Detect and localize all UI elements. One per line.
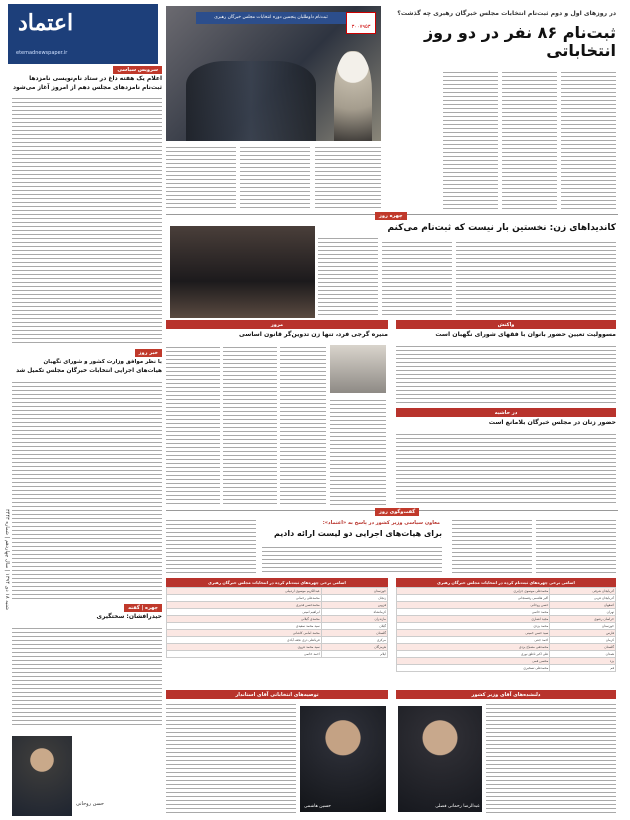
- table-cell-province: گلستان: [550, 644, 616, 651]
- left-tag3: چهره | گفته: [124, 604, 162, 612]
- mid-right-headline: مسوولیت تعیین حضور بانوان با فقهای شورای نگهبان است: [435, 331, 616, 338]
- table-row: [397, 595, 616, 602]
- table-row: [167, 609, 388, 616]
- table-cell-name: سید محمد غروی: [167, 644, 322, 651]
- left-column: [12, 66, 162, 807]
- table-cell-name: علی اکبر ناطق نوری: [397, 651, 550, 658]
- table-cell-province: مازندران: [321, 616, 387, 623]
- table-cell-name: مجید انصاری: [397, 616, 550, 623]
- table-cell-province: قزوین: [321, 602, 387, 609]
- table-cell-province: یزد: [550, 658, 616, 665]
- mid-left-text1: [280, 345, 326, 505]
- table-row: [397, 651, 616, 658]
- interview-text-l1: [166, 518, 256, 573]
- photo-badge: [346, 12, 376, 34]
- table-row: [167, 623, 388, 630]
- table-cell-province: اصفهان: [550, 602, 616, 609]
- mid-left-text4: [330, 398, 386, 505]
- table-cell-province: خوزستان: [550, 623, 616, 630]
- mid-left-text3: [166, 345, 220, 505]
- table-cell-province: گیلان: [321, 623, 387, 630]
- bottom-left-text: [166, 702, 296, 814]
- left-tag1: سرویس سیاسی: [113, 66, 162, 74]
- photo-badge-value: ۳۰۰۷۹۵۳: [351, 24, 371, 30]
- left-headline3: حیدرافشان: سختگیری: [96, 613, 162, 620]
- table-cell-province: تهران: [550, 609, 616, 616]
- lead-text-col2: [502, 70, 557, 210]
- mid-left-headline: منیره گرجی فرد، تنها زن تدوین‌گر قانون اساسی: [239, 331, 388, 338]
- left-text2: [12, 380, 162, 600]
- table-cell-name: محمد امامی کاشانی: [167, 630, 322, 637]
- left-headline1b: ثبت‌نام نامزدهای مجلس دهم از امروز آغاز می‌شود: [12, 84, 162, 91]
- interview-text-r1: [536, 518, 616, 573]
- left-tag2: خبر روز: [135, 349, 162, 357]
- table-row: [167, 588, 388, 595]
- photo-figure-cleric: [334, 51, 372, 141]
- photo-banner: ثبت‌نام داوطلبان پنجمین دوره انتخابات مجلس خبرگان رهبری: [196, 12, 346, 24]
- table-row: [167, 637, 388, 644]
- table-cell-province: زنجان: [321, 595, 387, 602]
- table-cell-name: حسن روحانی: [397, 602, 550, 609]
- table-row: [397, 588, 616, 595]
- table-right-title: اسامی برخی چهره‌های ثبت‌نام کرده در انتخابات مجلس خبرگان رهبری: [396, 578, 616, 587]
- table-row: [397, 665, 616, 672]
- table-cell-province: ایلام: [321, 651, 387, 658]
- mid-right-band2: در حاشیه: [396, 408, 616, 417]
- table-cell-province: خراسان رضوی: [550, 616, 616, 623]
- left-text3: [12, 626, 162, 726]
- table-row: [397, 630, 616, 637]
- table-cell-province: آذربایجان شرقی: [550, 588, 616, 595]
- table-cell-name: اکبر هاشمی رفسنجانی: [397, 595, 550, 602]
- table-row: [167, 616, 388, 623]
- mid-left-band: مرور: [166, 320, 388, 329]
- interview-text-m: [262, 545, 442, 573]
- table-row: [397, 658, 616, 665]
- women-text-1: [318, 236, 378, 316]
- table-cell-province: کرمانشاه: [321, 609, 387, 616]
- table-cell-name: محمدحسن قدیری: [167, 602, 322, 609]
- table-cell-name: محمد یزدی: [397, 623, 550, 630]
- table-row: [397, 637, 616, 644]
- table-cell-name: محمد خاتمی: [397, 609, 550, 616]
- table-cell-name: ابراهیم امینی: [167, 609, 322, 616]
- lead-photo: [166, 6, 381, 141]
- lead-text-col1: [561, 70, 616, 210]
- lead-text-col5: [240, 145, 310, 210]
- bottom-left-photo: [300, 706, 386, 812]
- table-right: [396, 578, 616, 672]
- lead-text-col3: [443, 70, 498, 210]
- left-headline1: اعلام یک هفته داغ در ستاد نام‌نویسی نامزدها: [29, 75, 162, 82]
- table-row: [397, 609, 616, 616]
- table-left-title: اسامی برخی چهره‌های ثبت‌نام کرده در انتخابات مجلس خبرگان رهبری: [166, 578, 388, 587]
- table-cell-name: سید محمد سعیدی: [167, 623, 322, 630]
- dateline: [2, 70, 10, 610]
- table-row: [167, 651, 388, 658]
- table-cell-province: آذربایجان غربی: [550, 595, 616, 602]
- table-cell-province: کرمان: [550, 637, 616, 644]
- lead-text-col6: [166, 145, 236, 210]
- table-cell-name: محسن قمی: [397, 658, 550, 665]
- left-headline2: با نظر موافق وزارت کشور و شورای نگهبان: [43, 359, 162, 365]
- women-text-2: [382, 240, 452, 316]
- table-cell-name: محمدعلی تسخیری: [397, 665, 550, 672]
- bottom-right-photo: [398, 706, 482, 812]
- table-row: [397, 602, 616, 609]
- bottom-left-caption: حسین هاشمی: [304, 804, 331, 809]
- table-row: [167, 644, 388, 651]
- mid-right-text: [396, 344, 616, 404]
- bottom-right-text: [486, 702, 616, 814]
- interview-kicker: معاون سیاسی وزیر کشور در پاسخ به «اعتماد»:: [322, 520, 440, 526]
- mid-right-band: واکنش: [396, 320, 616, 329]
- women-headline: کاندیداهای زن: نخستین بار نیست که ثبت‌نام می‌کنم: [387, 223, 616, 233]
- table-cell-name: محمدتقی مصباح یزدی: [397, 644, 550, 651]
- table-cell-name: محمدی گیلانی: [167, 616, 322, 623]
- mid-left-photo: [330, 345, 386, 393]
- table-left: [166, 578, 388, 658]
- table-cell-province: مرکزی: [321, 637, 387, 644]
- masthead-website: etemadnewspaper.ir: [16, 50, 68, 56]
- interview-text-r2: [452, 518, 532, 573]
- table-row: [167, 595, 388, 602]
- masthead-logo: اعتماد: [18, 10, 74, 36]
- interview-headline: برای هیات‌های اجرایی دو لیست ارائه دادیم: [274, 529, 442, 538]
- dateline-text: شنبه ۱۸ دی ۱۳۹۴ | سال چهاردهم | شماره ۳۴۴۳: [4, 508, 10, 610]
- table-cell-name: قربانعلی دری نجف آبادی: [167, 637, 322, 644]
- table-row: [167, 630, 388, 637]
- table-cell-name: محمدعلی رحمانی: [167, 595, 322, 602]
- bottom-right-band: دلنشده‌های آقای وزیر کشور: [396, 690, 616, 699]
- table-right-grid: [396, 587, 616, 672]
- bottom-right-caption: عبدالرضا رحمانی فضلی: [435, 804, 480, 809]
- left-text1: [12, 96, 162, 346]
- table-cell-name: احمد جنتی: [397, 637, 550, 644]
- lead-text-col4: [315, 145, 381, 210]
- table-row: [397, 623, 616, 630]
- table-cell-province: قم: [550, 665, 616, 672]
- mid-right-text2: [396, 432, 616, 504]
- lead-kicker: در روزهای اول و دوم ثبت‌نام انتخابات مجلس خبرگان رهبری چه گذشت؟: [397, 10, 616, 17]
- table-cell-name: محمدعلی موسوی جزایری: [397, 588, 550, 595]
- women-photo: [170, 226, 315, 318]
- table-cell-name: سید حسن خمینی: [397, 630, 550, 637]
- mid-right-headline2: حضور زنان در مجلس خبرگان بلامانع است: [488, 419, 616, 426]
- women-text-3: [456, 240, 616, 316]
- table-cell-name: عبدالکریم موسوی اردبیلی: [167, 588, 322, 595]
- table-cell-province: هرمزگان: [321, 644, 387, 651]
- table-cell-province: خوزستان: [321, 588, 387, 595]
- table-row: [167, 602, 388, 609]
- table-cell-name: احمد خاتمی: [167, 651, 322, 658]
- masthead: [8, 4, 158, 64]
- table-row: [397, 616, 616, 623]
- portrait-caption: حسن روحانی: [76, 801, 104, 807]
- table-cell-province: همدان: [550, 651, 616, 658]
- photo-figure-officials: [186, 61, 316, 141]
- mid-left-text2: [223, 345, 277, 505]
- women-tag: چهره روز: [375, 212, 407, 220]
- lead-headline: ثبت‌نام ۸۶ نفر در دو روز انتخاباتی: [423, 23, 616, 60]
- table-cell-province: گلستان: [321, 630, 387, 637]
- interview-tag: گفت‌وگوی روز: [375, 508, 419, 516]
- bottom-left-band: توصیه‌های انتخاباتی آقای استاندار: [166, 690, 388, 699]
- portrait-photo: [12, 736, 72, 816]
- table-cell-province: فارس: [550, 630, 616, 637]
- left-headline2b: هیات‌های اجرایی انتخابات خبرگان مجلس تکمیل شد: [16, 368, 162, 374]
- table-row: [397, 644, 616, 651]
- table-left-grid: [166, 587, 388, 658]
